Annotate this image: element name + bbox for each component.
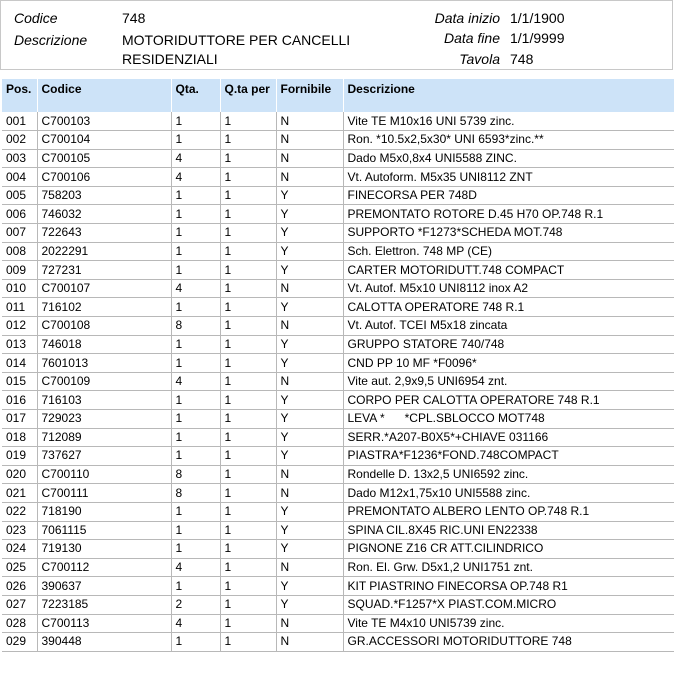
cell-descrizione: SQUAD.*F1257*X PIAST.COM.MICRO [343, 595, 674, 614]
cell-qta: 1 [171, 186, 220, 205]
table-row [2, 335, 674, 354]
cell-descrizione: CORPO PER CALOTTA OPERATORE 748 R.1 [343, 391, 674, 410]
cell-pos: 020 [2, 465, 37, 484]
table-row [2, 149, 674, 168]
table-row [2, 428, 674, 447]
data-fine-value: 1/1/9999 [510, 30, 565, 46]
cell-codice: C700109 [37, 372, 171, 391]
table-row [2, 242, 674, 261]
cell-qta: 8 [171, 317, 220, 336]
cell-descrizione: GR.ACCESSORI MOTORIDUTTORE 748 [343, 633, 674, 652]
cell-descrizione: CARTER MOTORIDUTT.748 COMPACT [343, 261, 674, 280]
cell-pos: 024 [2, 540, 37, 559]
cell-codice: 746018 [37, 335, 171, 354]
parts-table [2, 79, 674, 652]
cell-descrizione: Vite TE M10x16 UNI 5739 zinc. [343, 112, 674, 131]
cell-descrizione: SUPPORTO *F1273*SCHEDA MOT.748 [343, 224, 674, 243]
cell-qta-per: 1 [220, 595, 276, 614]
cell-pos: 029 [2, 633, 37, 652]
cell-descrizione: PIASTRA*F1236*FOND.748COMPACT [343, 447, 674, 466]
cell-qta: 1 [171, 112, 220, 131]
table-row [2, 279, 674, 298]
cell-pos: 019 [2, 447, 37, 466]
cell-descrizione: Vt. Autof. M5x10 UNI8112 inox A2 [343, 279, 674, 298]
cell-fornibile: N [276, 317, 343, 336]
cell-qta-per: 1 [220, 447, 276, 466]
cell-fornibile: Y [276, 577, 343, 596]
cell-descrizione: Dado M12x1,75x10 UNI5588 zinc. [343, 484, 674, 503]
cell-codice: 719130 [37, 540, 171, 559]
cell-descrizione: LEVA * *CPL.SBLOCCO MOT748 [343, 410, 674, 429]
table-header-row [2, 79, 674, 112]
table-row [2, 447, 674, 466]
cell-qta: 4 [171, 614, 220, 633]
table-row [2, 298, 674, 317]
cell-qta-per: 1 [220, 298, 276, 317]
column-header-descrizione: Descrizione [343, 79, 674, 112]
cell-descrizione: Ron. El. Grw. D5x1,2 UNI1751 znt. [343, 558, 674, 577]
cell-qta-per: 1 [220, 131, 276, 150]
cell-descrizione: Vite aut. 2,9x9,5 UNI6954 znt. [343, 372, 674, 391]
cell-descrizione: PIGNONE Z16 CR ATT.CILINDRICO [343, 540, 674, 559]
cell-qta-per: 1 [220, 614, 276, 633]
cell-fornibile: Y [276, 595, 343, 614]
cell-pos: 014 [2, 354, 37, 373]
table-row [2, 484, 674, 503]
table-row [2, 205, 674, 224]
table-row [2, 391, 674, 410]
cell-codice: C700105 [37, 149, 171, 168]
cell-qta: 4 [171, 372, 220, 391]
cell-pos: 013 [2, 335, 37, 354]
cell-codice: 7601013 [37, 354, 171, 373]
cell-qta: 1 [171, 298, 220, 317]
table-row [2, 577, 674, 596]
cell-codice: 758203 [37, 186, 171, 205]
cell-codice: C700113 [37, 614, 171, 633]
cell-qta-per: 1 [220, 112, 276, 131]
cell-descrizione: CND PP 10 MF *F0096* [343, 354, 674, 373]
cell-descrizione: KIT PIASTRINO FINECORSA OP.748 R1 [343, 577, 674, 596]
cell-qta-per: 1 [220, 261, 276, 280]
cell-qta-per: 1 [220, 335, 276, 354]
cell-codice: C700107 [37, 279, 171, 298]
column-header-pos: Pos. [2, 79, 37, 112]
cell-pos: 022 [2, 502, 37, 521]
cell-codice: 390448 [37, 633, 171, 652]
cell-pos: 011 [2, 298, 37, 317]
cell-pos: 005 [2, 186, 37, 205]
cell-fornibile: Y [276, 205, 343, 224]
cell-fornibile: N [276, 484, 343, 503]
cell-pos: 001 [2, 112, 37, 131]
cell-pos: 026 [2, 577, 37, 596]
cell-descrizione: Rondelle D. 13x2,5 UNI6592 zinc. [343, 465, 674, 484]
cell-qta: 1 [171, 261, 220, 280]
cell-fornibile: Y [276, 261, 343, 280]
cell-fornibile: Y [276, 428, 343, 447]
cell-qta-per: 1 [220, 577, 276, 596]
cell-descrizione: Dado M5x0,8x4 UNI5588 ZINC. [343, 149, 674, 168]
cell-qta: 4 [171, 279, 220, 298]
cell-fornibile: Y [276, 391, 343, 410]
cell-descrizione: GRUPPO STATORE 740/748 [343, 335, 674, 354]
cell-pos: 006 [2, 205, 37, 224]
cell-pos: 018 [2, 428, 37, 447]
cell-fornibile: N [276, 372, 343, 391]
table-row [2, 633, 674, 652]
cell-qta: 4 [171, 558, 220, 577]
cell-qta: 2 [171, 595, 220, 614]
column-header-qta: Qta. [171, 79, 220, 112]
cell-codice: C700104 [37, 131, 171, 150]
cell-qta-per: 1 [220, 465, 276, 484]
cell-descrizione: Sch. Elettron. 748 MP (CE) [343, 242, 674, 261]
cell-qta: 1 [171, 354, 220, 373]
cell-pos: 025 [2, 558, 37, 577]
table-row [2, 410, 674, 429]
cell-qta-per: 1 [220, 558, 276, 577]
table-row [2, 224, 674, 243]
cell-qta: 8 [171, 484, 220, 503]
cell-qta: 1 [171, 335, 220, 354]
descrizione-label: Descrizione [14, 32, 88, 48]
codice-label: Codice [14, 10, 58, 26]
table-row [2, 261, 674, 280]
cell-descrizione: Ron. *10.5x2,5x30* UNI 6593*zinc.** [343, 131, 674, 150]
cell-codice: 712089 [37, 428, 171, 447]
table-row [2, 131, 674, 150]
cell-qta: 1 [171, 224, 220, 243]
table-row [2, 521, 674, 540]
descrizione-line1: MOTORIDUTTORE PER CANCELLI [122, 32, 351, 48]
cell-qta-per: 1 [220, 354, 276, 373]
cell-descrizione: Vt. Autof. TCEI M5x18 zincata [343, 317, 674, 336]
cell-qta: 1 [171, 540, 220, 559]
column-header-codice: Codice [37, 79, 171, 112]
cell-pos: 002 [2, 131, 37, 150]
cell-qta: 1 [171, 205, 220, 224]
cell-codice: 722643 [37, 224, 171, 243]
cell-qta-per: 1 [220, 205, 276, 224]
cell-fornibile: N [276, 112, 343, 131]
cell-codice: C700111 [37, 484, 171, 503]
cell-qta-per: 1 [220, 224, 276, 243]
cell-qta: 1 [171, 502, 220, 521]
cell-pos: 016 [2, 391, 37, 410]
cell-pos: 021 [2, 484, 37, 503]
cell-descrizione: Vt. Autoform. M5x35 UNI8112 ZNT [343, 168, 674, 187]
cell-fornibile: Y [276, 521, 343, 540]
cell-codice: C700110 [37, 465, 171, 484]
cell-codice: 716103 [37, 391, 171, 410]
cell-fornibile: N [276, 279, 343, 298]
table-row [2, 186, 674, 205]
cell-pos: 015 [2, 372, 37, 391]
cell-qta: 1 [171, 633, 220, 652]
cell-pos: 010 [2, 279, 37, 298]
table-row [2, 502, 674, 521]
cell-qta-per: 1 [220, 372, 276, 391]
codice-value: 748 [122, 10, 146, 26]
cell-qta-per: 1 [220, 186, 276, 205]
cell-qta-per: 1 [220, 149, 276, 168]
cell-qta-per: 1 [220, 428, 276, 447]
cell-qta: 1 [171, 242, 220, 261]
cell-pos: 012 [2, 317, 37, 336]
cell-fornibile: N [276, 633, 343, 652]
cell-fornibile: Y [276, 335, 343, 354]
cell-descrizione: Vite TE M4x10 UNI5739 zinc. [343, 614, 674, 633]
cell-fornibile: Y [276, 540, 343, 559]
cell-fornibile: N [276, 131, 343, 150]
cell-codice: C700106 [37, 168, 171, 187]
cell-fornibile: N [276, 614, 343, 633]
cell-pos: 007 [2, 224, 37, 243]
tavola-value: 748 [510, 51, 534, 67]
column-header-fornibile: Fornibile [276, 79, 343, 112]
cell-descrizione: SPINA CIL.8X45 RIC.UNI EN22338 [343, 521, 674, 540]
cell-codice: 716102 [37, 298, 171, 317]
cell-fornibile: Y [276, 224, 343, 243]
cell-pos: 003 [2, 149, 37, 168]
cell-qta-per: 1 [220, 242, 276, 261]
cell-fornibile: N [276, 149, 343, 168]
data-inizio-label: Data inizio [434, 10, 500, 26]
cell-fornibile: Y [276, 298, 343, 317]
cell-fornibile: Y [276, 502, 343, 521]
cell-pos: 023 [2, 521, 37, 540]
cell-fornibile: Y [276, 410, 343, 429]
table-row [2, 558, 674, 577]
cell-pos: 004 [2, 168, 37, 187]
table-row [2, 112, 674, 131]
cell-descrizione: PREMONTATO ALBERO LENTO OP.748 R.1 [343, 502, 674, 521]
cell-fornibile: N [276, 168, 343, 187]
table-row [2, 614, 674, 633]
cell-descrizione: PREMONTATO ROTORE D.45 H70 OP.748 R.1 [343, 205, 674, 224]
cell-qta-per: 1 [220, 279, 276, 298]
table-row [2, 465, 674, 484]
data-inizio-value: 1/1/1900 [510, 10, 565, 26]
cell-pos: 008 [2, 242, 37, 261]
table-row [2, 168, 674, 187]
cell-fornibile: N [276, 558, 343, 577]
cell-descrizione: CALOTTA OPERATORE 748 R.1 [343, 298, 674, 317]
cell-qta-per: 1 [220, 540, 276, 559]
cell-descrizione: SERR.*A207-B0X5*+CHIAVE 031166 [343, 428, 674, 447]
cell-qta: 4 [171, 168, 220, 187]
cell-codice: 737627 [37, 447, 171, 466]
cell-fornibile: Y [276, 242, 343, 261]
cell-qta-per: 1 [220, 391, 276, 410]
cell-codice: 7223185 [37, 595, 171, 614]
table-row [2, 317, 674, 336]
document-header [0, 0, 673, 70]
cell-qta: 1 [171, 447, 220, 466]
cell-codice: 390637 [37, 577, 171, 596]
table-row [2, 372, 674, 391]
cell-descrizione: FINECORSA PER 748D [343, 186, 674, 205]
cell-qta-per: 1 [220, 521, 276, 540]
cell-qta-per: 1 [220, 410, 276, 429]
tavola-label: Tavola [459, 51, 500, 67]
cell-qta: 1 [171, 428, 220, 447]
cell-qta-per: 1 [220, 168, 276, 187]
table-row [2, 595, 674, 614]
cell-qta: 1 [171, 577, 220, 596]
cell-codice: 727231 [37, 261, 171, 280]
cell-qta-per: 1 [220, 317, 276, 336]
cell-pos: 017 [2, 410, 37, 429]
cell-qta: 8 [171, 465, 220, 484]
cell-qta-per: 1 [220, 633, 276, 652]
cell-qta: 1 [171, 521, 220, 540]
cell-codice: 2022291 [37, 242, 171, 261]
cell-qta: 1 [171, 410, 220, 429]
cell-codice: C700108 [37, 317, 171, 336]
cell-pos: 009 [2, 261, 37, 280]
cell-codice: 7061115 [37, 521, 171, 540]
descrizione-line2: RESIDENZIALI [122, 51, 218, 67]
column-header-qta-per: Q.ta per [220, 79, 276, 112]
data-fine-label: Data fine [443, 30, 500, 46]
cell-codice: C700103 [37, 112, 171, 131]
cell-qta-per: 1 [220, 502, 276, 521]
cell-fornibile: Y [276, 186, 343, 205]
table-row [2, 540, 674, 559]
cell-qta-per: 1 [220, 484, 276, 503]
cell-qta: 1 [171, 391, 220, 410]
cell-fornibile: Y [276, 447, 343, 466]
table-body [2, 112, 674, 651]
cell-fornibile: Y [276, 354, 343, 373]
cell-codice: 729023 [37, 410, 171, 429]
cell-codice: C700112 [37, 558, 171, 577]
table-row [2, 354, 674, 373]
cell-pos: 027 [2, 595, 37, 614]
cell-fornibile: N [276, 465, 343, 484]
cell-codice: 746032 [37, 205, 171, 224]
cell-qta: 1 [171, 131, 220, 150]
cell-pos: 028 [2, 614, 37, 633]
cell-codice: 718190 [37, 502, 171, 521]
cell-qta: 4 [171, 149, 220, 168]
